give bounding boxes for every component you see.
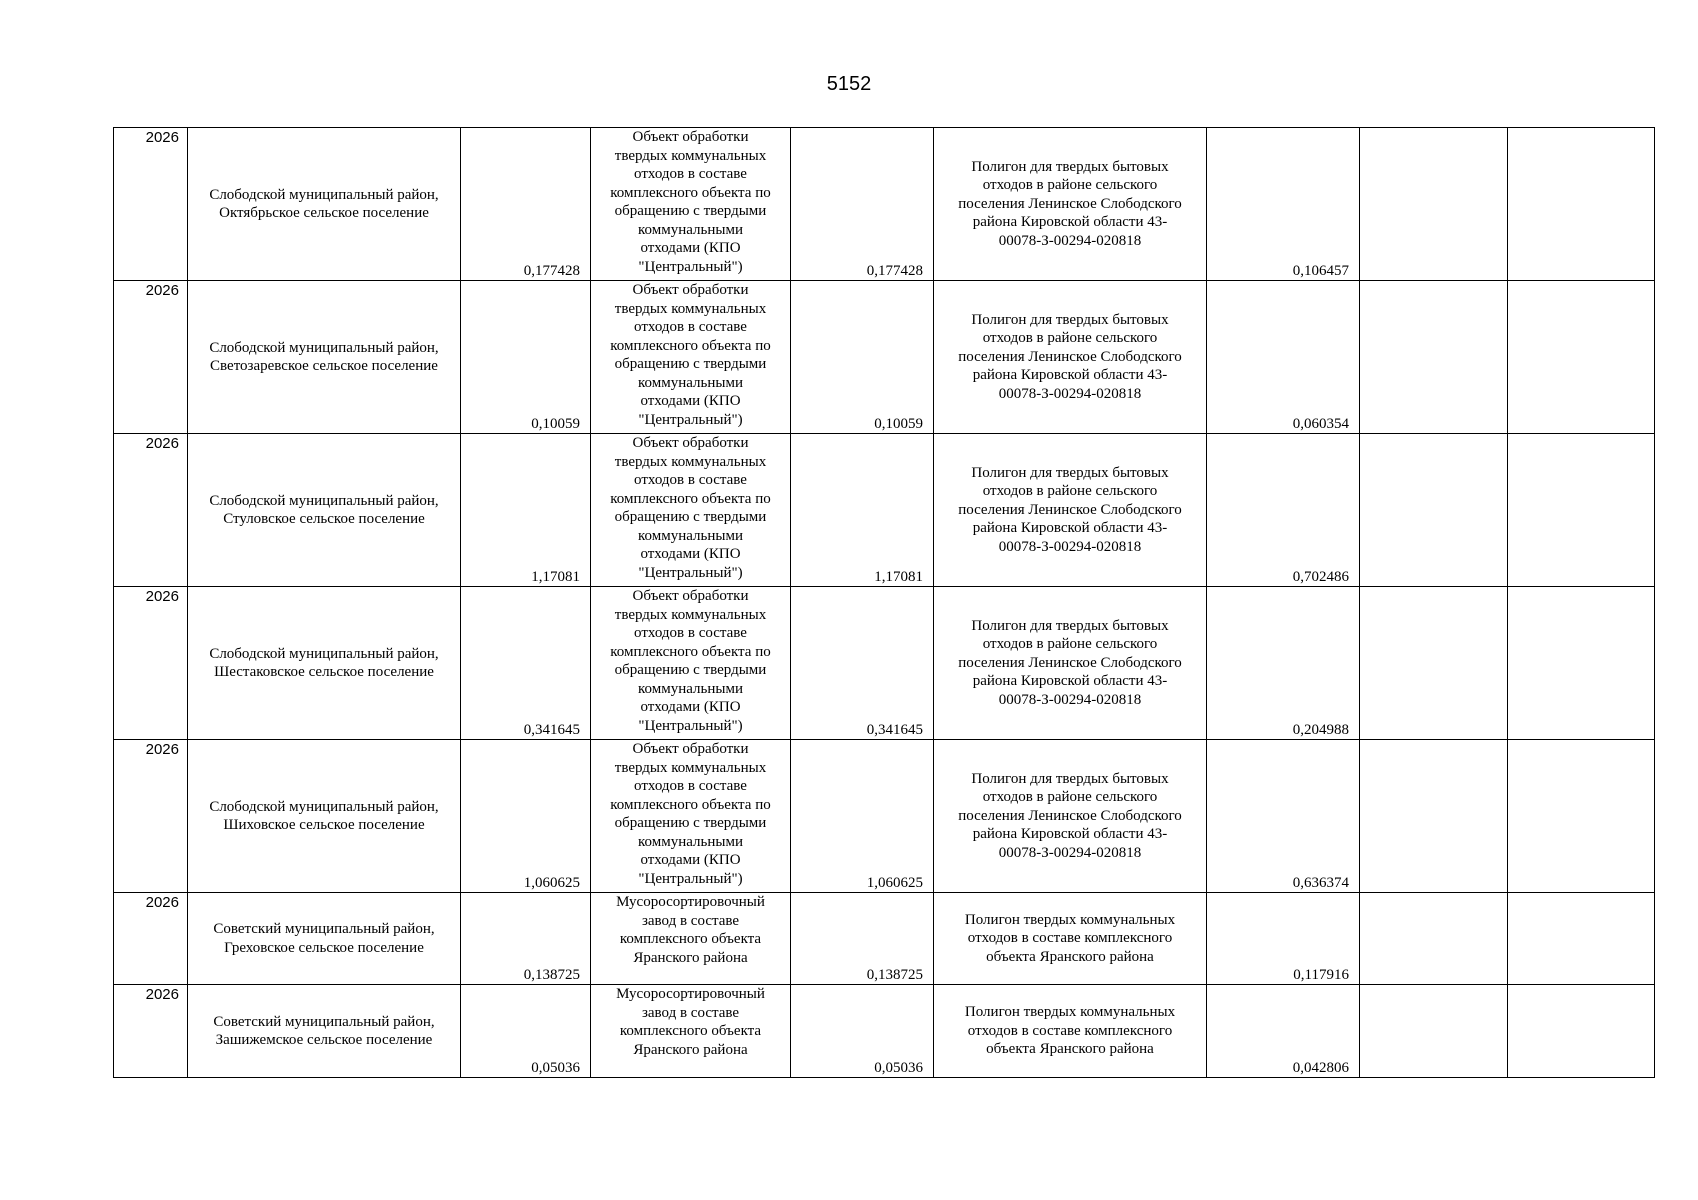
value1-cell: 0,341645: [461, 587, 591, 740]
municipality-line: Слободской муниципальный район,: [209, 186, 439, 203]
landfill-line: отходов в районе сельского: [982, 330, 1158, 347]
facility-line: отходов в составе: [634, 472, 747, 488]
year-cell: 2026: [114, 434, 188, 587]
table-row: [114, 985, 1655, 1078]
landfill-line: Полигон для твердых бытовых: [971, 770, 1169, 787]
value2-cell: 1,17081: [791, 434, 934, 587]
landfill-line: отходов в районе сельского: [982, 636, 1158, 653]
municipality-line: Зашижемское сельское поселение: [215, 1032, 433, 1048]
municipality-cell: [188, 281, 461, 434]
facility-line: "Центральный"): [638, 564, 743, 581]
value3-cell: 0,636374: [1207, 740, 1360, 893]
facility-cell: [591, 128, 791, 281]
year-cell: 2026: [114, 985, 188, 1078]
landfill-line: поселения Ленинское Слободского: [958, 501, 1182, 518]
facility-line: отходами (КПО: [640, 240, 741, 256]
facility-line: Объект обработки: [632, 282, 749, 298]
facility-line: отходами (КПО: [640, 852, 741, 868]
empty-cell: [1508, 281, 1655, 434]
landfill-line: отходов в районе сельского: [982, 483, 1158, 500]
facility-line: завод в составе: [641, 912, 740, 929]
landfill-line: Полигон для твердых бытовых: [971, 158, 1169, 175]
landfill-line: Полигон для твердых бытовых: [971, 464, 1169, 481]
landfill-cell: [934, 128, 1207, 281]
municipality-line: Октябрьское сельское поселение: [219, 205, 429, 221]
municipality-line: Греховское сельское поселение: [224, 939, 424, 956]
landfill-line: 00078-З-00294-020818: [998, 691, 1142, 708]
facility-cell: [591, 740, 791, 893]
empty-cell: [1360, 893, 1508, 985]
facility-line: комплексного объекта по: [610, 796, 771, 813]
facility-line: коммунальными: [638, 221, 743, 238]
facility-line: твердых коммунальных: [614, 606, 767, 623]
empty-cell: [1508, 434, 1655, 587]
value3-cell: 0,060354: [1207, 281, 1360, 434]
value2-cell: 0,05036: [791, 985, 934, 1078]
landfill-line: района Кировской области 43-: [972, 673, 1168, 690]
landfill-cell: [934, 281, 1207, 434]
facility-line: Объект обработки: [632, 588, 749, 604]
value1-cell: 1,060625: [461, 740, 591, 893]
table-row: [114, 587, 1655, 740]
municipality-line: Шестаковское сельское поселение: [214, 664, 434, 680]
facility-line: комплексного объекта по: [610, 490, 771, 507]
facility-line: Мусоросортировочный: [616, 894, 765, 910]
empty-cell: [1508, 587, 1655, 740]
value1-cell: 0,10059: [461, 281, 591, 434]
facility-line: обращению с твердыми: [614, 203, 767, 219]
landfill-line: района Кировской области 43-: [972, 367, 1168, 384]
table-row: [114, 434, 1655, 587]
empty-cell: [1360, 128, 1508, 281]
landfill-line: объекта Яранского района: [986, 948, 1154, 965]
landfill-line: поселения Ленинское Слободского: [958, 348, 1182, 365]
facility-line: комплексного объекта: [619, 1023, 762, 1039]
landfill-line: отходов в составе комплексного: [967, 930, 1173, 947]
landfill-line: отходов в районе сельского: [982, 177, 1158, 194]
landfill-line: района Кировской области 43-: [972, 826, 1168, 843]
municipality-cell: [188, 893, 461, 985]
year-cell: 2026: [114, 740, 188, 893]
facility-line: завод в составе: [641, 1004, 740, 1021]
year-cell: 2026: [114, 893, 188, 985]
empty-cell: [1360, 434, 1508, 587]
landfill-line: отходов в районе сельского: [982, 789, 1158, 806]
facility-line: коммунальными: [638, 680, 743, 697]
municipality-line: Слободской муниципальный район,: [209, 339, 439, 356]
facility-line: Объект обработки: [632, 129, 749, 145]
empty-cell: [1360, 587, 1508, 740]
facility-line: коммунальными: [638, 833, 743, 850]
facility-line: твердых коммунальных: [614, 453, 767, 470]
facility-line: Яранского района: [633, 949, 748, 966]
municipality-line: Слободской муниципальный район,: [209, 645, 439, 662]
empty-cell: [1360, 281, 1508, 434]
facility-line: комплексного объекта: [619, 931, 762, 947]
facility-line: обращению с твердыми: [614, 662, 767, 678]
landfill-cell: [934, 434, 1207, 587]
value2-cell: 0,10059: [791, 281, 934, 434]
table-body: [114, 128, 1655, 1078]
landfill-line: 00078-З-00294-020818: [998, 538, 1142, 555]
facility-cell: [591, 985, 791, 1078]
municipality-line: Шиховское сельское поселение: [223, 817, 425, 833]
landfill-line: Полигон твердых коммунальных: [964, 911, 1176, 928]
municipality-line: Слободской муниципальный район,: [209, 798, 439, 815]
landfill-line: района Кировской области 43-: [972, 520, 1168, 537]
value2-cell: 0,341645: [791, 587, 934, 740]
empty-cell: [1508, 893, 1655, 985]
facility-line: коммунальными: [638, 527, 743, 544]
municipality-line: Слободской муниципальный район,: [209, 492, 439, 509]
facility-line: твердых коммунальных: [614, 300, 767, 317]
table-row: [114, 893, 1655, 985]
facility-line: отходов в составе: [634, 166, 747, 182]
facility-line: Мусоросортировочный: [616, 986, 765, 1002]
table-row: [114, 128, 1655, 281]
value1-cell: 1,17081: [461, 434, 591, 587]
landfill-line: 00078-З-00294-020818: [998, 385, 1142, 402]
landfill-line: 00078-З-00294-020818: [998, 844, 1142, 861]
table-row: [114, 740, 1655, 893]
facility-line: комплексного объекта по: [610, 337, 771, 354]
facility-line: обращению с твердыми: [614, 356, 767, 372]
facility-line: "Центральный"): [638, 411, 743, 428]
municipality-cell: [188, 128, 461, 281]
municipality-cell: [188, 985, 461, 1078]
facility-cell: [591, 281, 791, 434]
empty-cell: [1508, 985, 1655, 1078]
page-number: 5152: [826, 73, 872, 95]
facility-line: "Центральный"): [638, 870, 743, 887]
year-cell: 2026: [114, 587, 188, 740]
facility-line: отходами (КПО: [640, 546, 741, 562]
value2-cell: 0,177428: [791, 128, 934, 281]
facility-line: Объект обработки: [632, 741, 749, 757]
facility-line: обращению с твердыми: [614, 509, 767, 525]
landfill-cell: [934, 893, 1207, 985]
facility-line: комплексного объекта по: [610, 643, 771, 660]
facility-line: твердых коммунальных: [614, 759, 767, 776]
landfill-line: поселения Ленинское Слободского: [958, 195, 1182, 212]
facility-line: "Центральный"): [638, 717, 743, 734]
empty-cell: [1508, 740, 1655, 893]
municipality-line: Стуловское сельское поселение: [223, 511, 425, 527]
value3-cell: 0,702486: [1207, 434, 1360, 587]
municipality-cell: [188, 740, 461, 893]
value1-cell: 0,138725: [461, 893, 591, 985]
landfill-line: Полигон твердых коммунальных: [964, 1004, 1176, 1021]
landfill-line: поселения Ленинское Слободского: [958, 807, 1182, 824]
facility-line: "Центральный"): [638, 258, 743, 275]
landfill-line: 00078-З-00294-020818: [998, 232, 1142, 249]
year-cell: 2026: [114, 281, 188, 434]
facility-cell: [591, 587, 791, 740]
empty-cell: [1508, 128, 1655, 281]
municipality-line: Светозаревское сельское поселение: [210, 358, 438, 374]
table-row: [114, 281, 1655, 434]
facility-line: коммунальными: [638, 374, 743, 391]
municipality-cell: [188, 434, 461, 587]
value3-cell: 0,117916: [1207, 893, 1360, 985]
value1-cell: 0,05036: [461, 985, 591, 1078]
facility-cell: [591, 434, 791, 587]
facility-line: отходов в составе: [634, 319, 747, 335]
value3-cell: 0,042806: [1207, 985, 1360, 1078]
landfill-line: объекта Яранского района: [986, 1041, 1154, 1058]
facility-line: отходов в составе: [634, 778, 747, 794]
municipality-line: Советский муниципальный район,: [213, 1013, 435, 1030]
value3-cell: 0,204988: [1207, 587, 1360, 740]
value1-cell: 0,177428: [461, 128, 591, 281]
landfill-line: отходов в составе комплексного: [967, 1022, 1173, 1039]
landfill-cell: [934, 587, 1207, 740]
municipality-cell: [188, 587, 461, 740]
landfill-line: Полигон для твердых бытовых: [971, 617, 1169, 634]
facility-line: отходами (КПО: [640, 699, 741, 715]
year-cell: 2026: [114, 128, 188, 281]
empty-cell: [1360, 985, 1508, 1078]
value2-cell: 1,060625: [791, 740, 934, 893]
facility-line: Объект обработки: [632, 435, 749, 451]
facility-line: Яранского района: [633, 1041, 748, 1058]
facility-line: комплексного объекта по: [610, 184, 771, 201]
value3-cell: 0,106457: [1207, 128, 1360, 281]
facility-line: отходов в составе: [634, 625, 747, 641]
landfill-line: Полигон для твердых бытовых: [971, 311, 1169, 328]
empty-cell: [1360, 740, 1508, 893]
landfill-line: поселения Ленинское Слободского: [958, 654, 1182, 671]
facility-cell: [591, 893, 791, 985]
waste-flow-table: [113, 127, 1655, 1078]
landfill-cell: [934, 985, 1207, 1078]
municipality-line: Советский муниципальный район,: [213, 921, 435, 937]
facility-line: твердых коммунальных: [614, 147, 767, 164]
landfill-line: района Кировской области 43-: [972, 214, 1168, 231]
facility-line: обращению с твердыми: [614, 815, 767, 831]
landfill-cell: [934, 740, 1207, 893]
value2-cell: 0,138725: [791, 893, 934, 985]
facility-line: отходами (КПО: [640, 393, 741, 409]
